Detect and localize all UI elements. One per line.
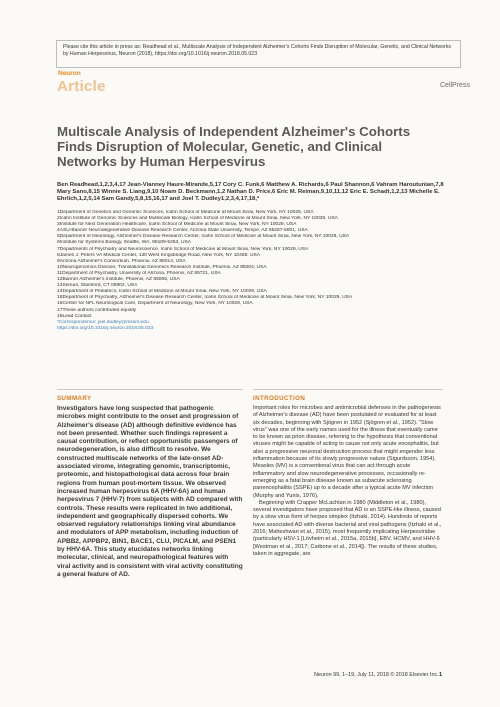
- doi-link[interactable]: https://doi.org/10.1016/j.neuron.2018.05.023: [57, 325, 154, 331]
- author-list: Ben Readhead,1,2,3,4,17 Jean-Vianney Haure-Mirande,5,17 Cory C. Funk,6 Matthew A. Richards,6 Paul Shannon,6 Vahram Haroutunian,7,8 Mary Sano,8,15 Winnie S. Liang,9,10 Noam D. Beckmann,1,2 Nathan D. Price,6 Eric M. Reiman,9,10,11,12 Eric E. Schadt,1,2,13 Michelle E. Ehrlich,1,2,5,14 Sam Gandy,5,8,15,16,17 and Joel T. Dudley1,2,3,4,17,18,*: [57, 182, 444, 203]
- affiliation: 9Arizona Alzheimer's Consortium, Phoenix, AZ 85014, USA: [57, 258, 186, 264]
- summary-text: Investigators have long suspected that pathogenic microbes might contribute to the onset and progression of Alzheimer's disease (AD) although definitive evidence has not been presented. Whether such findings represent a causal contribution, or reflect opportunistic passengers of neurodegeneration, is also difficult to resolve. We constructed multiscale networks of the late-onset AD-associated virome, integrating genomic, transcriptomic, proteomic, and histopathological data across four brain regions from human post-mortem tissue. We observed increased human herpesvirus 6A (HHV-6A) and human herpesvirus 7 (HHV-7) from subjects with AD compared with controls. These results were replicated in two additional, independent and geographically dispersed cohorts. We observed regulatory relationships linking viral abundance and modulators of APP metabolism, including induction of APBB2, APPBP2, BIN1, BACE1, CLU, PICALM, and PSEN1 by HHV-6A. This study elucidates networks linking molecular, clinical, and neuropathological features with viral activity and is consistent with viral activity constituting a general feature of AD.: [57, 405, 243, 578]
- journal-name: Neuron: [58, 70, 81, 77]
- affiliation: 12Banner Alzheimer's Institute, Phoenix, AZ 85006, USA: [57, 277, 180, 283]
- summary-heading: SUMMARY: [57, 395, 92, 402]
- affiliation: 3Institute for Next Generation Healthcare, Icahn School of Medicine at Mount Sinai, New York, NY 10029, USA: [57, 222, 297, 228]
- affiliation: 17These authors contributed equally: [57, 307, 137, 313]
- article-type: Article: [57, 78, 106, 95]
- cellpress-logo-text: CellPress: [440, 82, 470, 89]
- affiliation: 1Department of Genetics and Genomic Sciences, Icahn School of Medicine at Mount Sinai, New York, NY 10029, USA: [57, 210, 314, 215]
- introduction-heading: INTRODUCTION: [253, 395, 306, 402]
- intro-paragraph: Beginning with Crapper McLachlan in 1980 (Middleton et al., 1980), several investigators have proposed that AD is an SSPE-like illness, caused by a slow virus form of herpes simplex (Itzhaki, 2014). Hundreds of reports have associated AD with diverse bacterial and viral pathogens (Itzhaki et al., 2016; Maheshwari et al., 2015), most frequently implicating Herpesviridae (particularly HSV-1 [Lövheim et al., 2015a, 2015b], EBV, HCMV, and HHV-6 [Westman et al., 2017; Carbone et al., 2014]). The results of these studies, taken in aggregate, are: [253, 499, 442, 557]
- affiliation: 18Lead Contact: [57, 313, 92, 319]
- correspondence-email-link[interactable]: *Correspondence: joel.dudley@mssm.edu: [57, 319, 149, 325]
- summary-divider: [57, 389, 243, 390]
- affiliation: 5Department of Neurology, Alzheimer's Disease Research Center, Icahn School of Medicine at Mount Sinai, New York, NY 10029, USA: [57, 234, 350, 240]
- affiliation: 6Institute for Systems Biology, Seattle, WA, 98109-5263, USA: [57, 240, 192, 246]
- intro-paragraph: Important roles for microbes and antimicrobial defenses in the pathogenesis of Alzheimer's disease (AD) have been postulated or evaluated for at least six decades, beginning with Sjögren in 1952 (Sjögren et al., 1952). "Slow virus" was one of the early names used for the illness that eventually came to be known as prion disease, referring to the hypothesis that conventional viruses might be capable of acting to cause not only acute encephalitis, but also a progressive neuronal destruction process that might engender less inflammation because of its slowly progressive nature (Sigurdsson, 1954). Measles (MV) is a conventional virus that can act through acute inflammatory and slow neurodegenerative processes, occasionally re-emerging as a fatal brain disease known as subacute sclerosing panencephalitis (SSPE) up to a decade after a typical acute MV infection (Murphy and Yunis, 1976).: [253, 405, 441, 499]
- affiliation: 14Department of Pediatrics, Icahn School of Medicine at Mount Sinai, New York, NY 10029, USA: [57, 289, 267, 295]
- affiliation: 2Icahn Institute of Genomic Sciences and Multiscale Biology, Icahn School of Medicine at Mount Sinai, New York, NY 10029, USA: [57, 216, 338, 222]
- affiliation: 8James J. Peters VA Medical Center, 130 West Kingsbridge Road, New York, NY 10468, USA: [57, 252, 261, 258]
- citation-box: Please cite this article in press as: Readhead et al., Multiscale Analysis of Independent Alzheimer's Cohorts Finds Disruption of Molecular, Genetic, and Clinical Networks by Human Herpesvirus, Neuron (2018), https://doi.org/10.1016/j.neuron.2018.05.023: [56, 40, 461, 68]
- affiliation: 15Department of Psychiatry, Alzheimer's Disease Research Center, Icahn School of Medicine at Mount Sinai, New York, NY 10029, USA: [57, 295, 353, 301]
- article-title: Multiscale Analysis of Independent Alzheimer's Cohorts Finds Disruption of Molecular, Genetic, and Clinical Networks by Human Herpesvirus: [57, 124, 411, 169]
- affiliation: 13Sema4, Stamford, CT 06902, USA: [57, 283, 138, 289]
- cellpress-logo: [440, 82, 470, 89]
- affiliation: 16Center for NFL Neurological Care, Department of Neurology, New York, NY 10029, USA: [57, 301, 253, 307]
- affiliation: 10Neurogenomics Division, Translational Genomics Research Institute, Phoenix, AZ 85004, USA: [57, 264, 267, 270]
- affiliation: 11Department of Psychiatry, University of Arizona, Phoenix, AZ 85721, USA: [57, 270, 221, 276]
- affiliation: 4ASU-Banner Neurodegenerative Disease Research Center, Arizona State University, Tempe, AZ 85287-5001, USA: [57, 228, 308, 234]
- affiliation: 7Departments of Psychiatry and Neuroscience, Icahn School of Medicine at Mount Sinai, New York, NY 10029, USA: [57, 246, 309, 252]
- page-number: 1: [439, 672, 443, 678]
- affiliations: [57, 210, 457, 332]
- intro-divider: [253, 389, 443, 390]
- introduction-body: [253, 405, 443, 558]
- page-footer: Neuron 99, 1–19, July 11, 2018 © 2018 Elsevier Inc.: [314, 672, 439, 678]
